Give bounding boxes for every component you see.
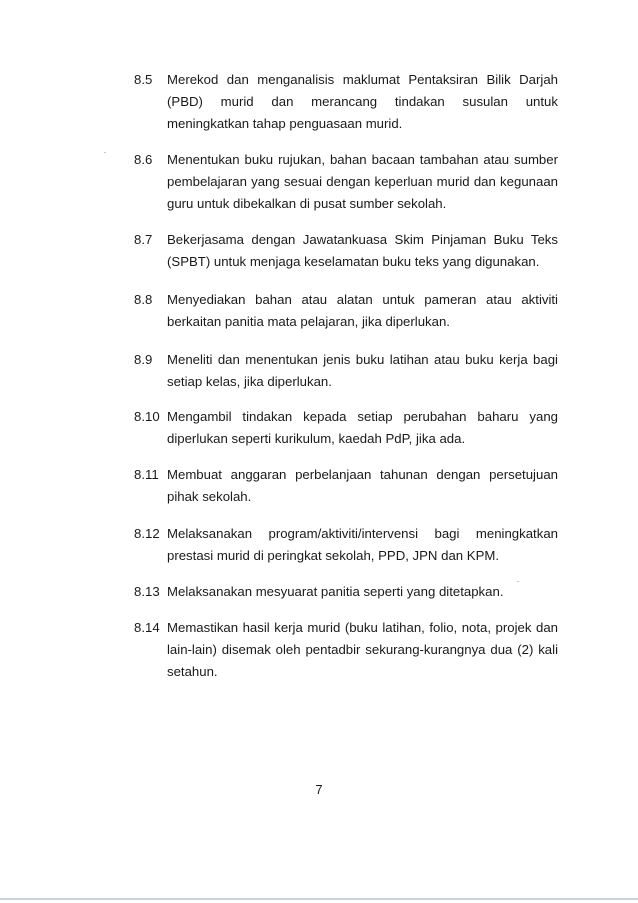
item-text: Membuat anggaran perbelanjaan tahunan dengan persetujuan pihak sekolah. bbox=[167, 467, 558, 504]
list-item-8-13 bbox=[134, 581, 558, 603]
item-number: 8.12 bbox=[134, 526, 160, 541]
item-text: Merekod dan menganalisis maklumat Pentaksiran Bilik Darjah (PBD) murid dan merancang tindakan susulan untuk meningkatkan tahap penguasaan murid. bbox=[167, 72, 558, 131]
item-number: 8.14 bbox=[134, 620, 160, 635]
list-item-8-12 bbox=[134, 523, 558, 567]
list-item-8-14 bbox=[134, 617, 558, 683]
item-number: 8.8 bbox=[134, 292, 153, 307]
item-text: Meneliti dan menentukan jenis buku latihan atau buku kerja bagi setiap kelas, jika diperlukan. bbox=[167, 352, 558, 389]
list-item-8-10 bbox=[134, 406, 558, 450]
item-number: 8.6 bbox=[134, 152, 153, 167]
item-text: Menyediakan bahan atau alatan untuk pameran atau aktiviti berkaitan panitia mata pelajaran, jika diperlukan. bbox=[167, 292, 558, 329]
duties-list bbox=[134, 69, 558, 683]
item-number: 8.11 bbox=[134, 467, 159, 482]
item-text: Melaksanakan mesyuarat panitia seperti yang ditetapkan. bbox=[167, 584, 504, 599]
list-item-8-7 bbox=[134, 229, 558, 273]
list-item-8-6 bbox=[134, 149, 558, 215]
item-number: 8.10 bbox=[134, 409, 160, 424]
page-number: 7 bbox=[315, 782, 323, 797]
item-text: Melaksanakan program/aktiviti/intervensi bagi meningkatkan prestasi murid di peringkat sekolah, PPD, JPN dan KPM. bbox=[167, 526, 558, 563]
item-number: 8.9 bbox=[134, 352, 153, 367]
item-number: 8.7 bbox=[134, 232, 153, 247]
item-text: Mengambil tindakan kepada setiap perubahan baharu yang diperlukan seperti kurikulum, kaedah PdP, jika ada. bbox=[167, 409, 558, 446]
scan-edge-line bbox=[0, 898, 638, 900]
item-text: Memastikan hasil kerja murid (buku latihan, folio, nota, projek dan lain-lain) disemak oleh pentadbir sekurang-kurangnya dua (2) kali setahun. bbox=[167, 620, 558, 679]
item-number: 8.13 bbox=[134, 584, 160, 599]
list-item-8-11 bbox=[134, 464, 558, 508]
list-item-8-5 bbox=[134, 69, 558, 135]
item-number: 8.5 bbox=[134, 72, 153, 87]
scan-speck bbox=[104, 152, 106, 153]
item-text: Bekerjasama dengan Jawatankuasa Skim Pinjaman Buku Teks (SPBT) untuk menjaga keselamatan buku teks yang digunakan. bbox=[167, 232, 558, 269]
list-item-8-9 bbox=[134, 349, 558, 393]
list-item-8-8 bbox=[134, 289, 558, 333]
item-text: Menentukan buku rujukan, bahan bacaan tambahan atau sumber pembelajaran yang sesuai dengan keperluan murid dan kegunaan guru untuk dibekalkan di pusat sumber sekolah. bbox=[167, 152, 558, 211]
scan-speck bbox=[517, 581, 519, 582]
